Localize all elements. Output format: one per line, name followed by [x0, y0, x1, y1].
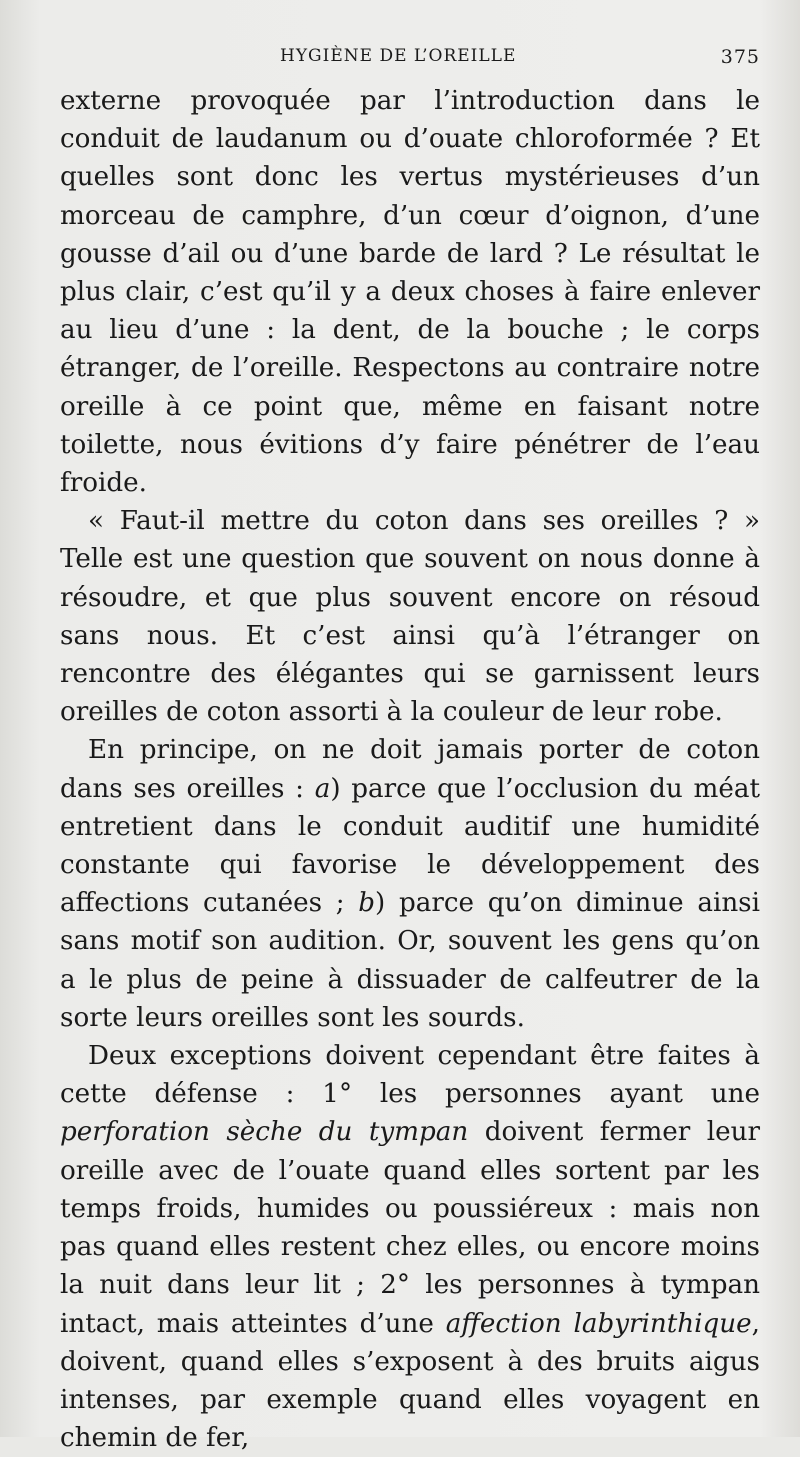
paragraph-4: [60, 1037, 760, 1457]
paragraph-4-part-e: , doivent, quand elles s’exposent à des bruits aigus intenses, par exemple quand elles voyagent en chemin de fer,: [60, 1308, 760, 1454]
paragraph-3-part-a: En principe, on ne doit jamais porter de coton dans ses oreilles :: [60, 735, 760, 804]
paragraph-2-text: « Faut-il mettre du coton dans ses oreilles ? » Telle est une question que souvent on nous donne à résoudre, et que plus souvent encore on résoud sans nous. Et c’est ainsi qu’à l’étranger on rencontre des élégantes qui se garnissent leurs oreilles de coton assorti à la couleur de leur robe.: [60, 506, 760, 728]
paragraph-3-italic-b: b: [358, 888, 376, 919]
paragraph-3-part-e: ) parce qu’on diminue ainsi sans motif son audition. Or, souvent les gens qu’on a le plus de peine à dissuader de calfeutrer de la sorte leurs oreilles sont les sourds.: [60, 888, 760, 1033]
paragraph-1: [60, 82, 760, 502]
paragraph-4-italic-b: affection labyrinthique: [445, 1308, 752, 1339]
paragraph-4-italic-a: perforation sèche du tympan: [60, 1117, 469, 1148]
paragraph-3-part-c: ) parce que l’occlusion du méat entretient dans le conduit auditif une humidité constante qui favorise le développement des affections cutanées ;: [60, 773, 760, 919]
paragraph-4-part-c: doivent fermer leur oreille avec de l’ouate quand elles sortent par les temps froids, humides ou poussiéreux : mais non pas quand elles restent chez elles, ou encore moins la nuit dans leur lit ; 2° les personnes à tympan intact, mais atteintes d’une: [60, 1117, 760, 1339]
running-head: [60, 40, 760, 82]
paragraph-3-italic-a: a: [314, 773, 331, 804]
paragraph-2: [60, 502, 760, 731]
paragraph-4-part-a: Deux exceptions doivent cependant être faites à cette défense : 1° les personnes ayant une: [60, 1041, 760, 1110]
paragraph-1-text: externe provoquée par l’introduction dans le conduit de laudanum ou d’ouate chloroformée ? Et quelles sont donc les vertus mystérieuses d’un morceau de camphre, d’un cœur d’oignon, d’une gousse d’ail ou d’une barde de lard ? Le résultat le plus clair, c’est qu’il y a deux choses à faire enlever au lieu d’une : la dent, de la bouche ; le corps étranger, de l’oreille. Respectons au contraire notre oreille à ce point que, même en faisant notre toilette, nous évitions d’y faire pénétrer de l’eau froide.: [60, 86, 760, 499]
body-text: [60, 82, 760, 1457]
page-number: 375: [720, 46, 760, 68]
running-title: HYGIÈNE DE L’OREILLE: [280, 46, 517, 66]
paragraph-3: [60, 731, 760, 1037]
